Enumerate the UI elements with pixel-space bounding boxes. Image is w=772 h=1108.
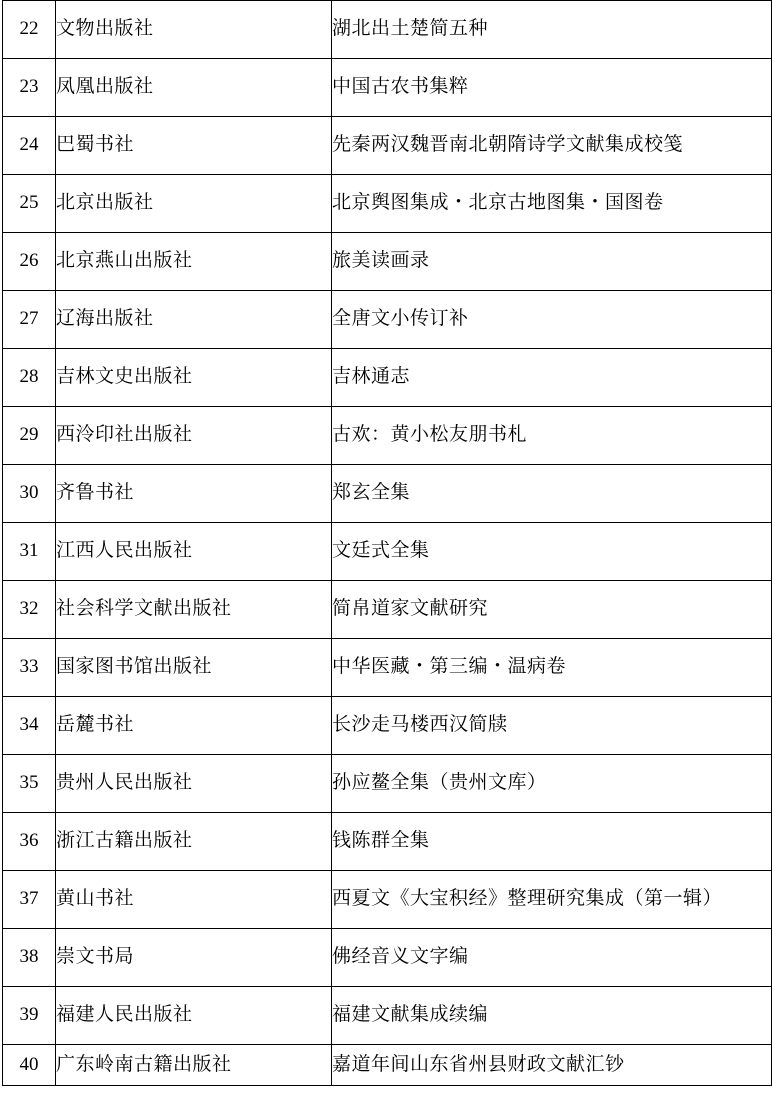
table-row <box>3 755 772 813</box>
row-title: 中国古农书集粹 <box>332 59 772 117</box>
row-publisher: 齐鲁书社 <box>56 465 332 523</box>
row-title: 全唐文小传订补 <box>332 291 772 349</box>
table-row <box>3 233 772 291</box>
row-index: 25 <box>3 175 56 233</box>
row-publisher: 凤凰出版社 <box>56 59 332 117</box>
row-publisher: 黄山书社 <box>56 871 332 929</box>
table-row <box>3 349 772 407</box>
row-title: 先秦两汉魏晋南北朝隋诗学文献集成校笺 <box>332 117 772 175</box>
row-title: 郑玄全集 <box>332 465 772 523</box>
table-row <box>3 871 772 929</box>
row-publisher: 北京燕山出版社 <box>56 233 332 291</box>
row-index: 22 <box>3 1 56 59</box>
row-index: 27 <box>3 291 56 349</box>
row-index: 37 <box>3 871 56 929</box>
row-index: 24 <box>3 117 56 175</box>
row-title: 西夏文《大宝积经》整理研究集成（第一辑） <box>332 871 772 929</box>
table-row <box>3 291 772 349</box>
table-row <box>3 175 772 233</box>
table-row <box>3 697 772 755</box>
row-publisher: 辽海出版社 <box>56 291 332 349</box>
row-publisher: 广东岭南古籍出版社 <box>56 1045 332 1086</box>
row-index: 23 <box>3 59 56 117</box>
row-publisher: 江西人民出版社 <box>56 523 332 581</box>
row-title: 湖北出土楚简五种 <box>332 1 772 59</box>
table-row <box>3 929 772 987</box>
row-title: 钱陈群全集 <box>332 813 772 871</box>
row-publisher: 国家图书馆出版社 <box>56 639 332 697</box>
row-title: 孙应鳌全集（贵州文库） <box>332 755 772 813</box>
row-title: 嘉道年间山东省州县财政文献汇钞 <box>332 1045 772 1086</box>
row-index: 26 <box>3 233 56 291</box>
row-publisher: 福建人民出版社 <box>56 987 332 1045</box>
row-title: 文廷式全集 <box>332 523 772 581</box>
row-publisher: 巴蜀书社 <box>56 117 332 175</box>
row-index: 30 <box>3 465 56 523</box>
table-row <box>3 581 772 639</box>
table-row <box>3 1045 772 1086</box>
row-publisher: 文物出版社 <box>56 1 332 59</box>
row-title: 旅美读画录 <box>332 233 772 291</box>
row-title: 福建文献集成续编 <box>332 987 772 1045</box>
table-row <box>3 407 772 465</box>
row-index: 28 <box>3 349 56 407</box>
row-publisher: 贵州人民出版社 <box>56 755 332 813</box>
row-title: 佛经音义文字编 <box>332 929 772 987</box>
row-index: 29 <box>3 407 56 465</box>
row-title: 长沙走马楼西汉简牍 <box>332 697 772 755</box>
row-publisher: 北京出版社 <box>56 175 332 233</box>
row-publisher: 社会科学文献出版社 <box>56 581 332 639</box>
table-row <box>3 1 772 59</box>
row-publisher: 浙江古籍出版社 <box>56 813 332 871</box>
table-row <box>3 987 772 1045</box>
row-title: 古欢：黄小松友朋书札 <box>332 407 772 465</box>
row-index: 40 <box>3 1045 56 1086</box>
row-publisher: 岳麓书社 <box>56 697 332 755</box>
publisher-book-table <box>2 0 772 1086</box>
row-index: 34 <box>3 697 56 755</box>
row-index: 38 <box>3 929 56 987</box>
row-index: 31 <box>3 523 56 581</box>
row-publisher: 西泠印社出版社 <box>56 407 332 465</box>
table-row <box>3 639 772 697</box>
row-title: 吉林通志 <box>332 349 772 407</box>
row-publisher: 崇文书局 <box>56 929 332 987</box>
row-index: 39 <box>3 987 56 1045</box>
row-title: 中华医藏・第三编・温病卷 <box>332 639 772 697</box>
table-row <box>3 523 772 581</box>
table-row <box>3 465 772 523</box>
table-row <box>3 117 772 175</box>
row-publisher: 吉林文史出版社 <box>56 349 332 407</box>
row-index: 35 <box>3 755 56 813</box>
row-title: 北京舆图集成・北京古地图集・国图卷 <box>332 175 772 233</box>
row-index: 33 <box>3 639 56 697</box>
table-row <box>3 59 772 117</box>
table-row <box>3 813 772 871</box>
row-index: 32 <box>3 581 56 639</box>
row-title: 简帛道家文献研究 <box>332 581 772 639</box>
row-index: 36 <box>3 813 56 871</box>
table-body <box>3 1 772 1086</box>
